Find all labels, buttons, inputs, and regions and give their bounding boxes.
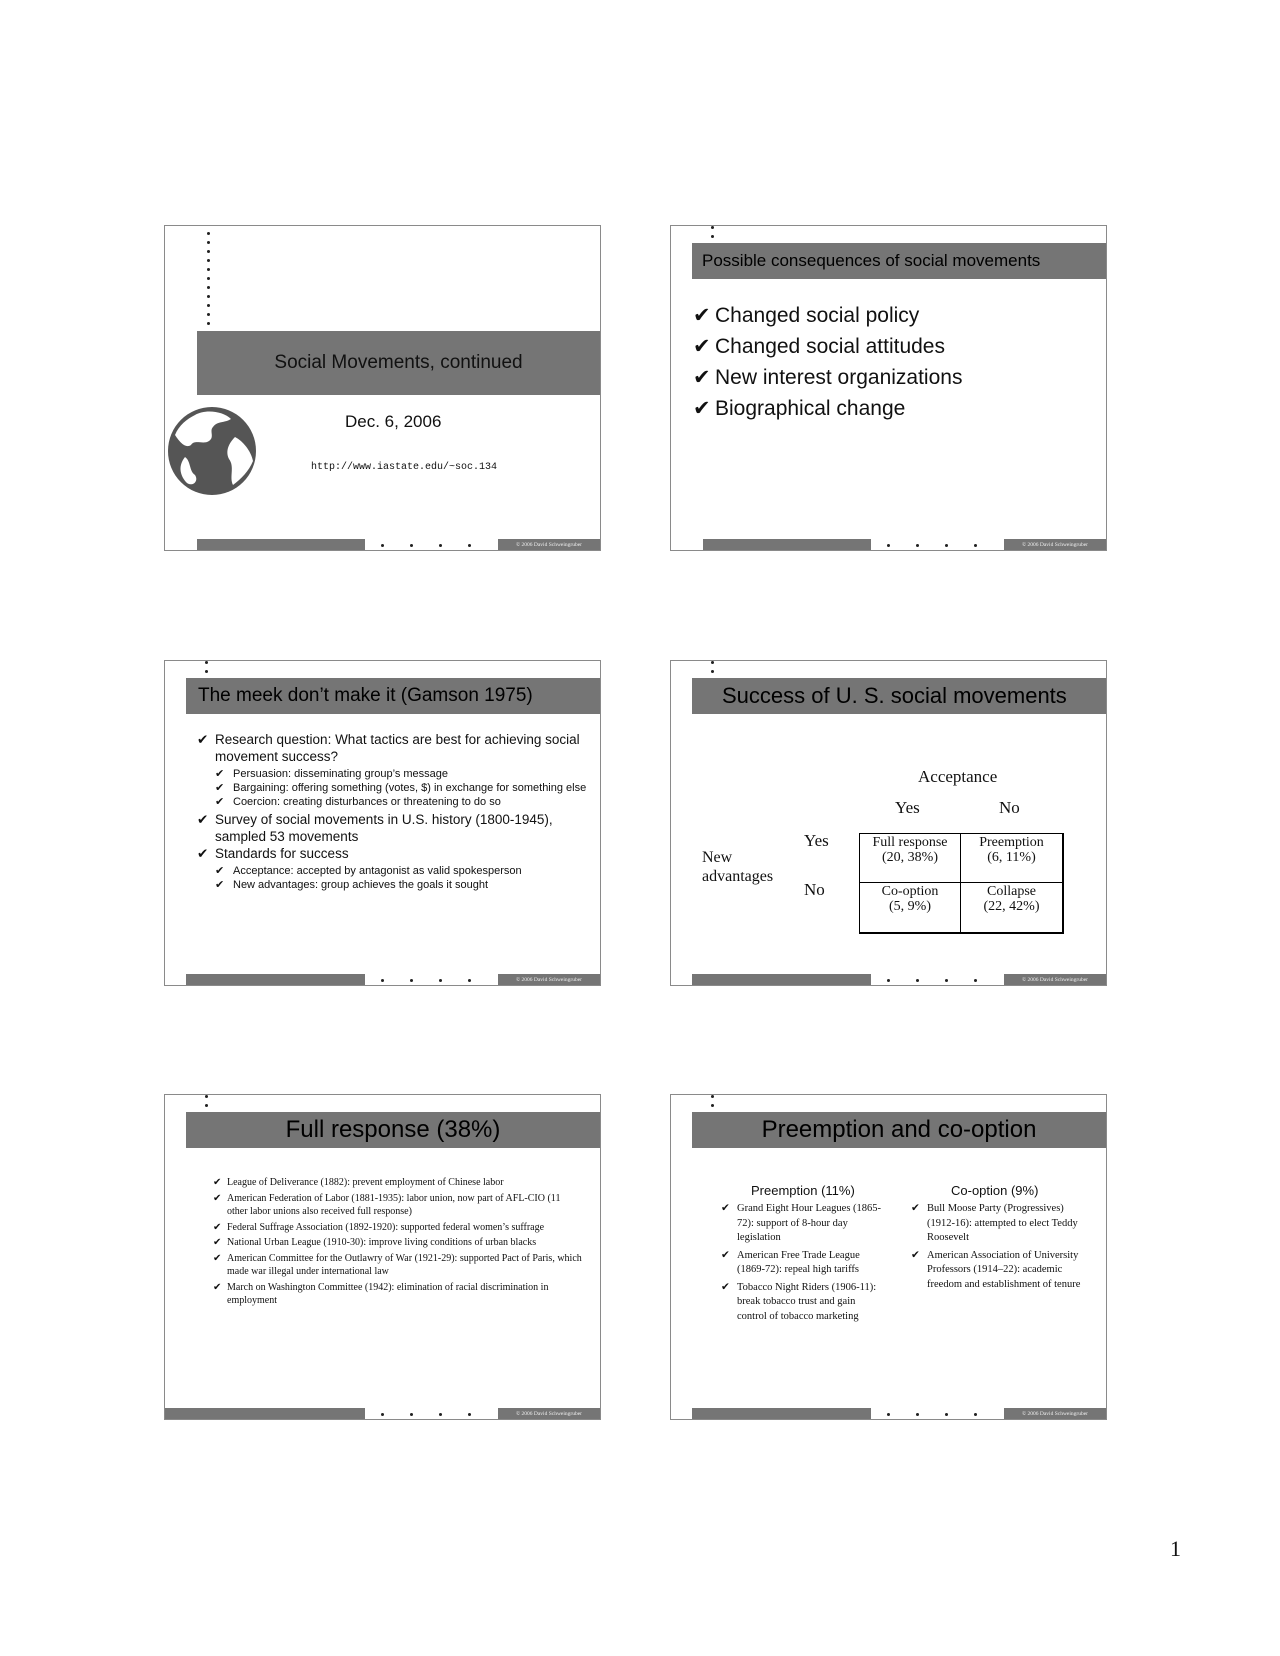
footer-copyright: © 2006 David Schweingruber <box>498 1408 600 1419</box>
decorative-dots <box>207 232 211 331</box>
slide-heading: Full response (38%) <box>186 1112 600 1148</box>
footer-dots <box>381 1413 471 1416</box>
cell-value: (20, 38%) <box>882 850 938 865</box>
row-yes: Yes <box>804 831 829 850</box>
list-item: ✔ National Urban League (1910-30): improve living conditions of urban blacks <box>213 1236 583 1250</box>
decorative-dots <box>711 226 715 244</box>
results-table <box>859 833 1064 934</box>
cell-value: (5, 9%) <box>889 899 931 914</box>
bullet-text: Research question: What tactics are best for achieving social movement success? <box>215 732 580 764</box>
table-cell <box>860 883 961 932</box>
consequences-list <box>693 300 962 424</box>
cell-label: Full response <box>872 835 948 850</box>
footer-dots <box>887 979 977 982</box>
preemption-list <box>721 1202 887 1327</box>
slide-heading: Possible consequences of social movements <box>692 243 1106 279</box>
slide-date: Dec. 6, 2006 <box>345 412 442 431</box>
column-header: Acceptance <box>918 767 998 786</box>
footer-dots <box>381 544 471 547</box>
list-item: ✔ American Free Trade League (1869-72): repeal high tariffs <box>721 1249 887 1278</box>
sub-item: ✔ Bargaining: offering something (votes, $) in exchange for something else <box>215 781 592 795</box>
sub-item: ✔ Acceptance: accepted by antagonist as valid spokesperson <box>215 864 592 878</box>
bullet-text: Standards for success <box>215 846 349 861</box>
list-item: ✔ American Federation of Labor (1881-1935): labor union, now part of AFL-CIO (11 other labor unions also received full response) <box>213 1192 583 1219</box>
gamson-bullets <box>197 731 592 892</box>
preemption-header: Preemption (11%) <box>751 1183 855 1198</box>
footer-bar <box>703 539 871 550</box>
slide-title <box>164 225 601 551</box>
cell-label: Co-option <box>881 884 939 899</box>
footer-copyright: © 2006 David Schweingruber <box>1004 1408 1106 1419</box>
row-header-line: advantages <box>702 868 774 885</box>
sub-item: ✔ New advantages: group achieves the goals it sought <box>215 878 592 892</box>
cell-label: Preemption <box>979 835 1044 850</box>
list-item: ✔ American Committee for the Outlawry of War (1921-29): supported Pact of Paris, which made war illegal under international law <box>213 1252 583 1279</box>
list-item: ✔ Grand Eight Hour Leagues (1865-72): support of 8-hour day legislation <box>721 1202 887 1246</box>
list-item: ✔ Biographical change <box>693 393 962 424</box>
row-no: No <box>804 880 825 899</box>
list-item: ✔ New interest organizations <box>693 362 962 393</box>
slide-success-table <box>670 660 1107 986</box>
slide-preemption-cooption <box>670 1094 1107 1420</box>
list-item: ✔ American Association of University Professors (1914–22): academic freedom and establishment of tenure <box>911 1249 1081 1293</box>
cooption-header: Co-option (9%) <box>951 1183 1039 1198</box>
slide-gamson <box>164 660 601 986</box>
footer-copyright: © 2006 David Schweingruber <box>1004 974 1106 985</box>
full-response-list <box>213 1176 583 1310</box>
cooption-list <box>911 1202 1081 1295</box>
list-item: ✔ Survey of social movements in U.S. history (1800-1945), sampled 53 movements <box>197 811 592 845</box>
page-number: 1 <box>1170 1536 1181 1561</box>
list-item: ✔ Bull Moose Party (Progressives) (1912-16): attempted to elect Teddy Roosevelt <box>911 1202 1081 1246</box>
decorative-dots <box>205 661 209 679</box>
list-item: ✔ March on Washington Committee (1942): elimination of racial discrimination in employment <box>213 1281 583 1308</box>
footer-copyright: © 2006 David Schweingruber <box>498 539 600 550</box>
list-item: ✔ Tobacco Night Riders (1906-11): break tobacco trust and gain control of tobacco marketing <box>721 1281 887 1325</box>
row-header-line: New <box>702 849 733 866</box>
table-cell <box>961 834 1062 883</box>
slide-heading: The meek don’t make it (Gamson 1975) <box>186 678 600 714</box>
list-item <box>197 845 592 892</box>
cell-label: Collapse <box>987 884 1036 899</box>
list-item: ✔ Changed social policy <box>693 300 962 331</box>
footer-bar <box>197 539 365 550</box>
footer-dots <box>887 544 977 547</box>
table-cell <box>961 883 1062 932</box>
column-no: No <box>999 798 1020 817</box>
slide-consequences <box>670 225 1107 551</box>
decorative-dots <box>711 661 715 679</box>
decorative-dots <box>711 1095 715 1113</box>
globe-icon <box>165 401 260 496</box>
footer-copyright: © 2006 David Schweingruber <box>1004 539 1106 550</box>
list-item <box>197 731 592 809</box>
footer-bar <box>692 1408 871 1419</box>
slide-title-text: Social Movements, continued <box>197 331 600 395</box>
course-url: http://www.iastate.edu/~soc.134 <box>311 462 498 473</box>
decorative-dots <box>205 1095 209 1113</box>
cell-value: (22, 42%) <box>983 899 1040 914</box>
cell-value: (6, 11%) <box>987 850 1036 865</box>
sub-item: ✔ Persuasion: disseminating group’s message <box>215 767 592 781</box>
footer-bar <box>186 974 365 985</box>
slide-full-response <box>164 1094 601 1420</box>
list-item: ✔ League of Deliverance (1882): prevent employment of Chinese labor <box>213 1176 583 1190</box>
footer-bar <box>692 974 871 985</box>
footer-bar <box>165 1408 365 1419</box>
slide-heading: Success of U. S. social movements <box>692 678 1106 714</box>
row-header <box>702 848 773 886</box>
sub-item: ✔ Coercion: creating disturbances or threatening to do so <box>215 795 592 809</box>
list-item: ✔ Federal Suffrage Association (1892-1920): supported federal women’s suffrage <box>213 1221 583 1235</box>
footer-dots <box>381 979 471 982</box>
slide-heading: Preemption and co-option <box>692 1112 1106 1148</box>
footer-copyright: © 2006 David Schweingruber <box>498 974 600 985</box>
table-cell <box>860 834 961 883</box>
column-yes: Yes <box>895 798 920 817</box>
list-item: ✔ Changed social attitudes <box>693 331 962 362</box>
footer-dots <box>887 1413 977 1416</box>
